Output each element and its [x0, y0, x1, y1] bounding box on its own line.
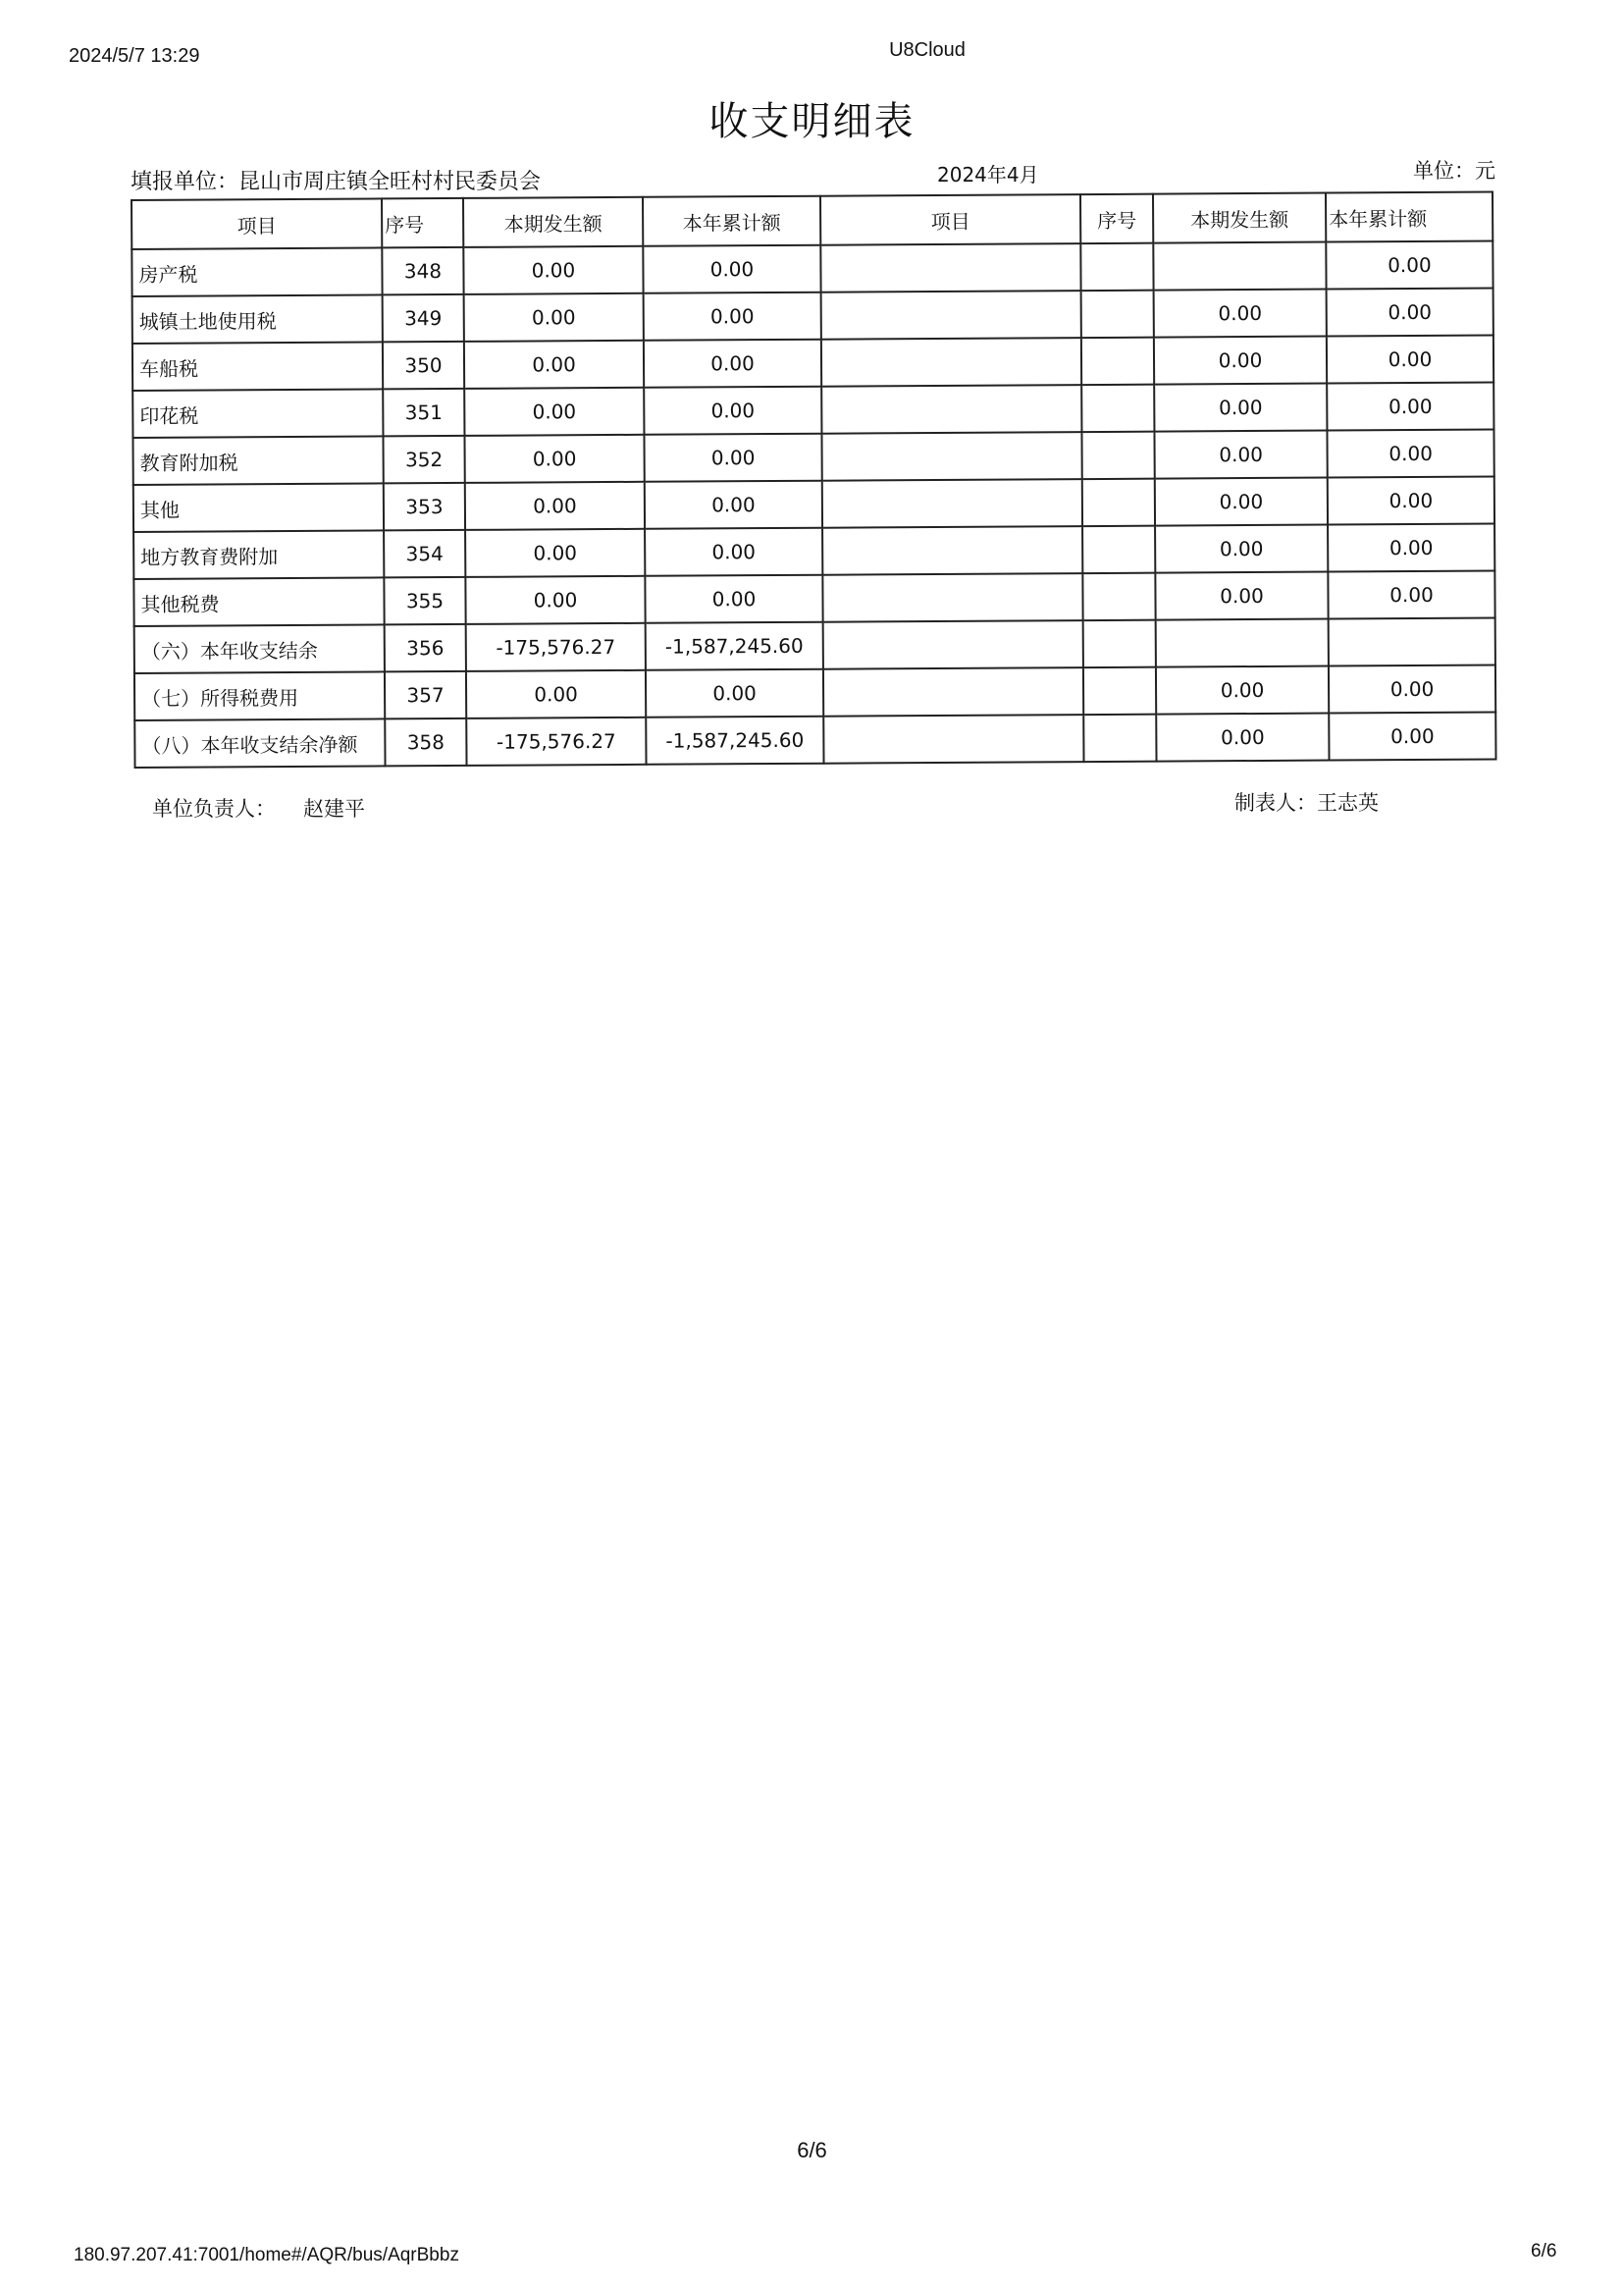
table-row [134, 713, 1495, 768]
col-header-item: 项目 [131, 198, 382, 249]
cell-period: 0.00 [465, 529, 645, 577]
cell-ytd-2: 0.00 [1327, 383, 1493, 431]
cell-ytd-2: 0.00 [1328, 571, 1494, 619]
cell-period-2: 0.00 [1155, 572, 1328, 620]
cell-ytd: 0.00 [644, 387, 821, 435]
cell-ytd: 0.00 [645, 481, 822, 529]
cell-period: -175,576.27 [466, 623, 646, 671]
cell-ytd: -1,587,245.60 [646, 622, 823, 670]
cell-item-2 [823, 667, 1083, 717]
cell-ytd-2: 0.00 [1327, 430, 1493, 478]
cell-seq-2 [1080, 243, 1153, 291]
responsible-name: 赵建平 [303, 797, 365, 821]
print-app-name: U8Cloud [889, 39, 966, 61]
cell-period: 0.00 [465, 482, 645, 530]
print-url: 180.97.207.41:7001/home#/AQR/bus/AqrBbbz [74, 2245, 459, 2265]
table-row [134, 618, 1495, 673]
cell-ytd-2: 0.00 [1328, 524, 1494, 572]
cell-ytd: 0.00 [646, 669, 823, 718]
col-header-seq-2: 序号 [1080, 194, 1153, 243]
cell-item-2 [822, 526, 1082, 575]
cell-ytd: 0.00 [644, 434, 821, 482]
cell-ytd-2: 0.00 [1327, 289, 1493, 337]
cell-seq: 356 [385, 624, 466, 672]
cell-seq: 348 [382, 247, 463, 295]
cell-seq: 358 [385, 718, 466, 767]
cell-item: （六）本年收支结余 [134, 624, 385, 673]
cell-ytd: 0.00 [645, 575, 822, 623]
cell-seq-2 [1083, 620, 1156, 667]
cell-item: 其他税费 [133, 577, 384, 626]
preparer: 制表人：王志英 [1234, 791, 1379, 815]
cell-period: 0.00 [464, 341, 644, 389]
col-header-period-amount: 本期发生额 [463, 197, 643, 247]
cell-ytd: 0.00 [644, 293, 821, 341]
cell-ytd-2: 0.00 [1329, 665, 1495, 714]
cell-seq: 353 [384, 483, 465, 531]
cell-item-2 [822, 479, 1082, 528]
table-row [134, 665, 1495, 720]
cell-ytd-2 [1329, 618, 1495, 666]
report-period: 2024年4月 [937, 163, 1039, 186]
cell-ytd: 0.00 [643, 245, 820, 293]
table-row [132, 336, 1493, 391]
cell-period-2 [1153, 242, 1326, 291]
cell-item-2 [820, 243, 1080, 293]
cell-item: （八）本年收支结余净额 [134, 718, 385, 768]
cell-seq-2 [1081, 338, 1154, 385]
cell-period-2: 0.00 [1156, 714, 1329, 762]
cell-ytd-2: 0.00 [1327, 336, 1493, 384]
cell-seq-2 [1083, 667, 1156, 715]
cell-period-2 [1156, 619, 1329, 667]
table-row [132, 430, 1493, 485]
cell-item: 城镇土地使用税 [132, 294, 383, 344]
cell-seq-2 [1081, 432, 1154, 479]
cell-ytd: 0.00 [645, 528, 822, 576]
responsible-label: 单位负责人： [152, 797, 276, 821]
cell-item-2 [822, 573, 1082, 622]
cell-period: 0.00 [465, 576, 645, 624]
cell-period-2: 0.00 [1154, 290, 1327, 338]
cell-item: 印花税 [132, 389, 383, 438]
table-row [132, 383, 1493, 438]
cell-period: 0.00 [464, 435, 644, 483]
cell-seq: 352 [383, 436, 464, 484]
cell-seq: 354 [384, 530, 465, 578]
cell-item: （七）所得税费用 [134, 671, 385, 720]
cell-seq-2 [1083, 715, 1156, 762]
cell-period-2: 0.00 [1156, 666, 1329, 715]
col-header-ytd-amount: 本年累计额 [643, 196, 820, 246]
page-number: 6/6 [797, 2138, 827, 2162]
cell-period-2: 0.00 [1154, 431, 1327, 479]
cell-period: 0.00 [464, 293, 644, 342]
cell-item-2 [823, 620, 1083, 669]
cell-item: 地方教育费附加 [133, 530, 384, 579]
col-header-seq: 序号 [382, 198, 463, 248]
cell-item-2 [821, 291, 1081, 340]
table-row [132, 289, 1493, 344]
cell-period-2: 0.00 [1154, 384, 1327, 432]
cell-seq-2 [1081, 291, 1154, 338]
reporting-unit: 填报单位：昆山市周庄镇全旺村村民委员会 [131, 170, 542, 194]
cell-seq: 355 [384, 577, 465, 625]
print-page-number: 6/6 [1531, 2241, 1557, 2261]
cell-item: 房产税 [131, 247, 382, 296]
col-header-item-2: 项目 [820, 194, 1080, 245]
cell-period: -175,576.27 [466, 718, 646, 766]
cell-ytd: -1,587,245.60 [646, 717, 823, 765]
cell-item-2 [821, 432, 1081, 481]
table-row [133, 571, 1494, 626]
cell-item-2 [821, 385, 1081, 434]
cell-seq: 350 [383, 342, 464, 390]
income-expense-table [131, 191, 1497, 769]
cell-ytd-2: 0.00 [1328, 477, 1494, 525]
cell-seq-2 [1081, 385, 1154, 432]
cell-seq-2 [1082, 526, 1155, 573]
cell-period: 0.00 [464, 388, 644, 436]
col-header-ytd-amount-2: 本年累计额 [1326, 192, 1493, 242]
col-header-period-amount-2: 本期发生额 [1153, 193, 1326, 243]
cell-item-2 [823, 715, 1083, 764]
responsible-person [152, 793, 365, 823]
currency-unit: 单位：元 [1413, 159, 1495, 183]
table-header-row [131, 192, 1493, 249]
cell-period-2: 0.00 [1155, 478, 1328, 526]
cell-seq: 357 [385, 671, 466, 719]
cell-period: 0.00 [463, 246, 643, 294]
report-title: 收支明细表 [708, 99, 916, 144]
cell-seq-2 [1082, 479, 1155, 526]
print-datetime: 2024/5/7 13:29 [69, 45, 200, 67]
cell-seq-2 [1082, 573, 1155, 620]
cell-ytd-2: 0.00 [1326, 241, 1493, 290]
table-row [133, 524, 1494, 579]
cell-ytd: 0.00 [644, 340, 821, 388]
cell-item: 教育附加税 [132, 436, 383, 485]
cell-period: 0.00 [466, 670, 646, 718]
cell-seq: 351 [383, 389, 464, 437]
table-row [133, 477, 1494, 532]
cell-item: 车船税 [132, 342, 383, 391]
cell-period-2: 0.00 [1154, 337, 1327, 385]
cell-period-2: 0.00 [1155, 525, 1328, 573]
cell-item-2 [821, 338, 1081, 387]
cell-ytd-2: 0.00 [1329, 713, 1495, 761]
cell-seq: 349 [383, 294, 464, 343]
cell-item: 其他 [133, 483, 384, 532]
table-row [131, 241, 1493, 296]
